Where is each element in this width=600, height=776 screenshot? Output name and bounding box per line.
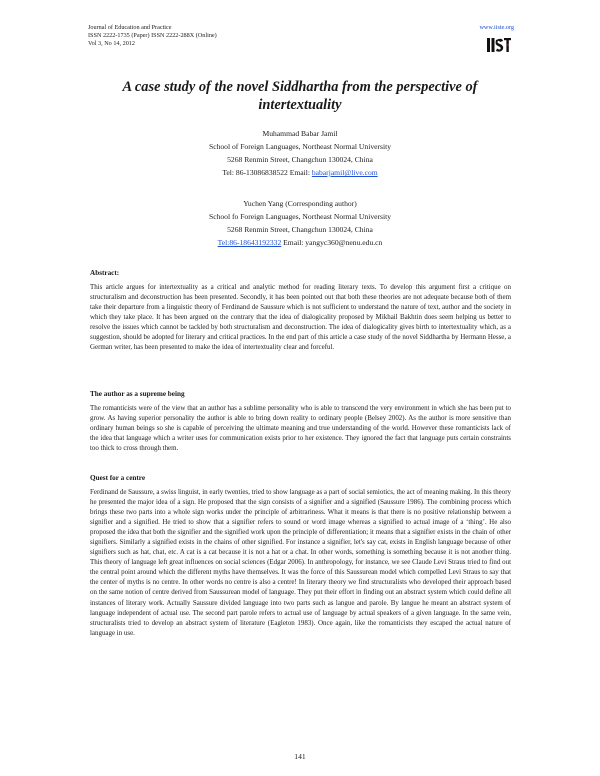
- author-block-1: [90, 127, 510, 179]
- author-address: 5268 Renmin Street, Changchun 130024, China: [227, 155, 373, 164]
- author-tel-link[interactable]: Tel:86-18643192332: [217, 238, 282, 247]
- journal-name: Journal of Education and Practice: [88, 24, 172, 31]
- section-text-author: The romanticists were of the view that an author has a sublime personality who is able to transcend the very environment in which she has been put to grow. As having superior personality the author is able to bring down reality to ordinary people (Belsey 2002). As the author is more sensitive than ordinary human beings so she is capable of perceiving the ultimate meaning and true understanding of the world. However these romanticists lack of the idea that language which a writer uses for communication exists prior to her existence. They ignored the fact that language puts certain constraints too thick to cross through them.: [90, 404, 511, 453]
- author-email: Email: yangyc360@nenu.edu.cn: [281, 238, 383, 247]
- section-heading-centre: Quest for a centre: [90, 474, 146, 482]
- abstract-heading: Abstract:: [90, 269, 120, 277]
- author-email-link[interactable]: babarjamil@live.com: [311, 168, 378, 177]
- journal-volume: Vol 3, No 14, 2012: [88, 40, 135, 47]
- author-tel: Tel: 86-13086838522 Email:: [222, 168, 312, 177]
- author-affiliation: School of Foreign Languages, Northeast Normal University: [208, 142, 391, 151]
- section-text-centre: Ferdinand de Saussure, a swiss linguist, in early twenties, tried to show language as a part of social semiotics, the act of meaning making. In this theory he presented the major idea of a sign. He proposed that the sign consists of a signifier and a signified (Saussure 1986). The combining process which brings these two parts into a whole sign works under the principle of arbitrariness. What it means is that there is no positive relationship between a signifier and a signified. He tried to show that a signifier refers to sound or word image whereas a signified to actual image of a ‘thing’. He also proposed the idea that both the signifier and the signified work upon the principle of differentiation; it means that a signifier exists in the chain of other signifiers. Similarly a signified exists in the chains of other signified. For instance a signifier, let's say cat, exists in English language because of other signifiers such as hat, chat, etc. A cat is a cat because it is not a hat or a chat. In other words, something is something because it is not another thing. This theory of language left great influences on social sciences (Edgar 2006). In anthropology, for instance, we see Claude Levi Straus tried to find out the central point around which the different myths have themselves. It was the force of this Saussurean model which compelled Levi Straus to say that the center of myths is no centre. In other words no centre is also a centre! In literary theory we find structuralists who developed their approach based on the same notion of centre derived from Saussurean model of language. They put their effort in finding out an abstract system which could define all instances of literary work. Actually Saussure divided language into two parts such as langue and parole. By langue he meant an abstract system of language independent of actual use. The second part parole refers to actual use of language by actual speakers of a given language. In the same vein, structuralists tried to develop an abstract system of literature (Eagleton 1983). Once again, like the romanticists they escaped the actual nature of language in use.: [90, 488, 511, 637]
- author-name: Muhammad Babar Jamil: [262, 129, 338, 138]
- journal-issn: ISSN 2222-1735 (Paper) ISSN 2222-288X (Online): [88, 32, 217, 39]
- journal-header: [88, 24, 217, 48]
- section-heading-author: The author as a supreme being: [90, 390, 185, 398]
- iiste-logo-icon: [486, 36, 512, 54]
- page-number: 141: [294, 752, 306, 761]
- author-contact: [90, 236, 510, 249]
- abstract-text: This article argues for intertextuality as a critical and analytic method for reading literary texts. To develop this argument first a critique on structuralism and deconstruction has been presented. Secondly, it has been pointed out that both these theories are not adequate because both of them take their departure from a linguistic theory of Ferdinand de Saussure which is not sufficient to understand the nature of text, author and the society in which they take place. It has been argued on the contrary that the idea of dialogicality proposed by Mikhail Bakhtin does seem helping us better to resolve the issues which cannot be tackled by both structuralism and deconstruction. The idea of dialogicality gives birth to intertextuality which, as a suggestion, should be adopted for literary and critical practices. In the end part of this article a case study of the novel Siddhartha by Hermann Hesse, a German writer, has been presented to make the idea of intertextuality clear and forceful.: [90, 283, 511, 352]
- author-address: 5268 Renmin Street, Changchun 130024, China: [227, 225, 373, 234]
- journal-website[interactable]: www.iiste.org: [479, 24, 514, 31]
- author-block-2: [90, 197, 510, 249]
- author-contact: [90, 166, 510, 179]
- paper-title: A case study of the novel Siddhartha from the perspective of intertextuality: [122, 79, 478, 113]
- author-name: Yuchen Yang (Corresponding author): [243, 199, 357, 208]
- author-affiliation: School fo Foreign Languages, Northeast Normal University: [208, 212, 391, 221]
